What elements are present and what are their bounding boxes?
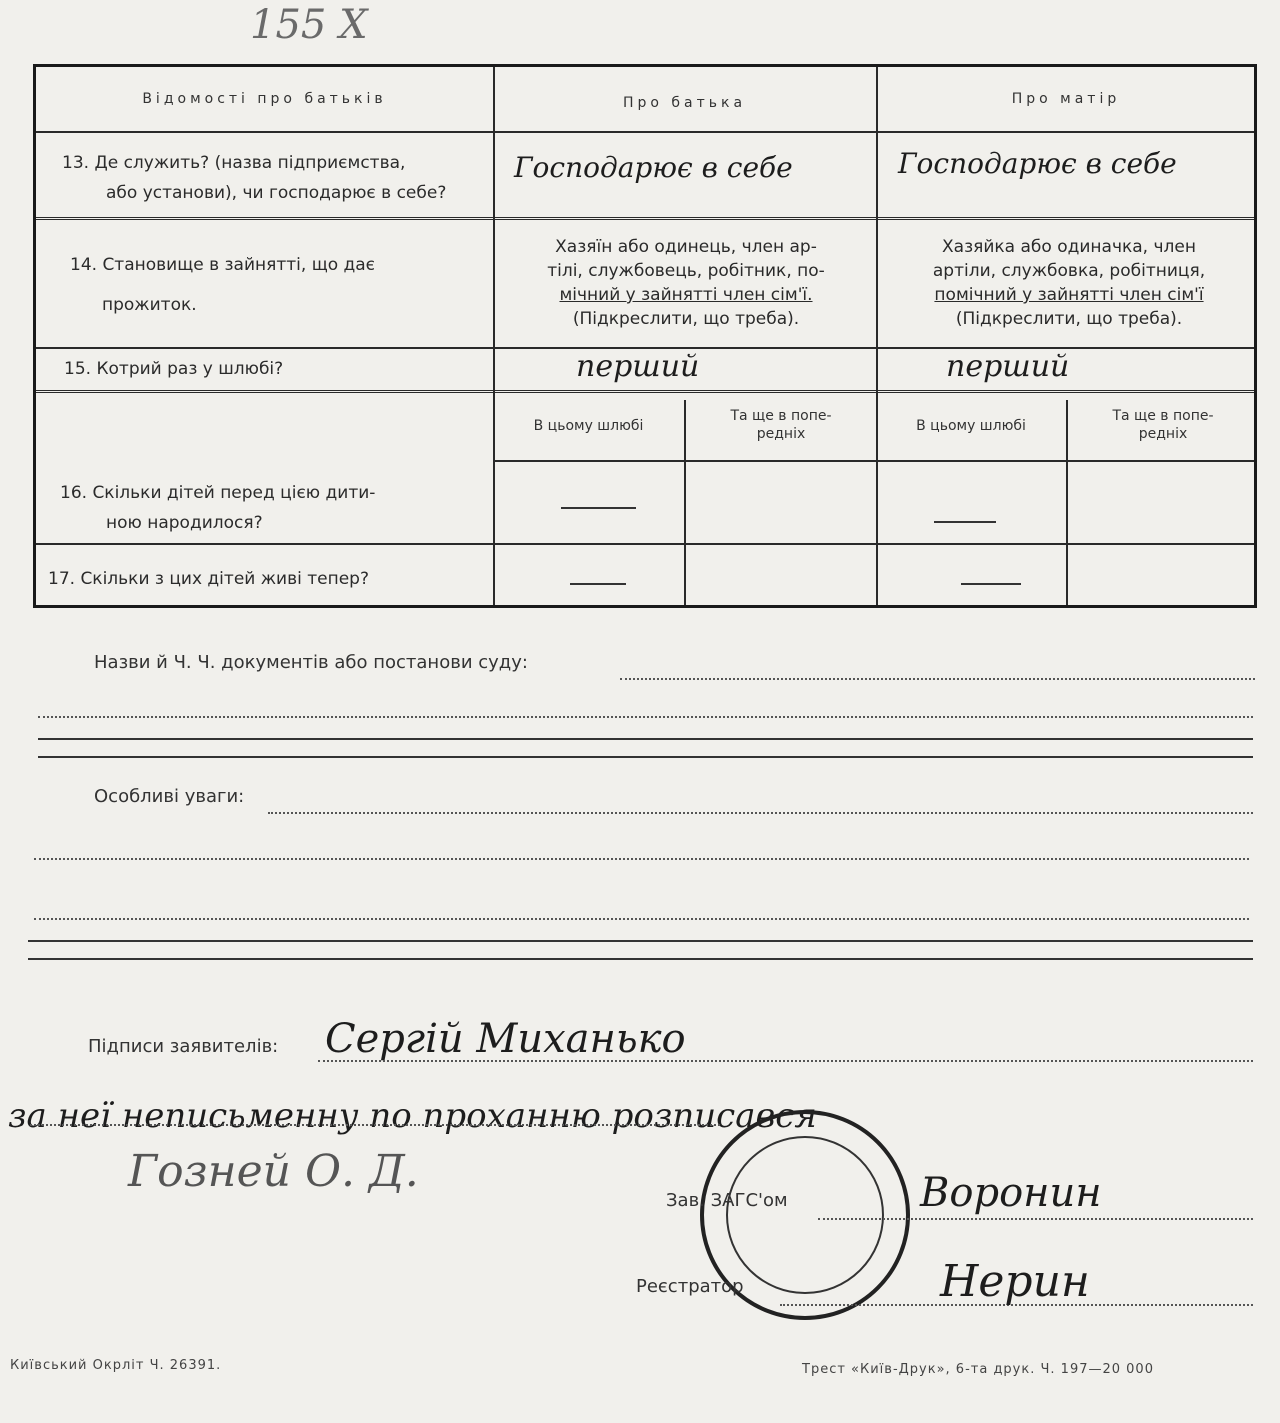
row13-question-line2: або установи), чи господарює в себе? <box>106 183 447 203</box>
row16-question-line1: 16. Скільки дітей перед цією дити- <box>60 483 376 503</box>
row16-subheader-divider <box>493 460 1254 462</box>
row16-father-this-marriage: В цьому шлюбі <box>533 418 644 434</box>
applicant-signature: Сергій Миханько <box>325 1016 686 1062</box>
row17-father-dash <box>570 583 626 585</box>
col-divider <box>876 67 878 605</box>
row16-question-line2: ною народилося? <box>106 513 263 533</box>
zags-label: Зав. ЗАГС'ом <box>666 1190 788 1211</box>
remarks-line <box>34 858 1249 860</box>
remarks-line <box>34 918 1249 920</box>
row-divider <box>36 390 1254 396</box>
registrar-signature: Нерин <box>940 1256 1090 1307</box>
row14-question-line1: 14. Становище в зайнятті, що дає <box>70 255 376 275</box>
row14-father-line: мічний у зайнятті член сім'ї. <box>559 285 813 305</box>
row16-father-dash <box>561 507 636 509</box>
top-handwritten-note: 155 Х <box>250 2 368 48</box>
row14-father-line: тілі, службовець, робітник, по- <box>547 261 825 281</box>
row-divider <box>36 131 1254 133</box>
row14-mother-options <box>884 235 1254 331</box>
previous-line2: редніх <box>756 426 806 442</box>
header-father: Про батька <box>622 95 747 111</box>
registrar-label: Реєстратор <box>636 1276 744 1297</box>
signature-line <box>30 1124 720 1126</box>
row14-father-line: (Підкреслити, що треба). <box>572 309 800 329</box>
row14-mother-line: артіли, службовка, робітниця, <box>932 261 1206 281</box>
remarks-line <box>268 812 1253 814</box>
documents-line <box>620 678 1255 680</box>
row14-father-options <box>501 235 871 331</box>
col-divider <box>493 67 495 605</box>
row16-father-previous <box>686 407 876 443</box>
documents-label: Назви й Ч. Ч. документів або постанови суду: <box>94 652 528 673</box>
row15-question: 15. Котрий раз у шлюбі? <box>64 359 284 379</box>
zags-signature: Воронин <box>920 1170 1102 1216</box>
row17-mother-dash <box>961 583 1021 585</box>
row14-mother-line: Хазяйка або одиначка, член <box>942 237 1196 257</box>
documents-line <box>38 716 1253 718</box>
row16-mother-dash <box>934 521 996 523</box>
previous-line1: Та ще в попе- <box>730 408 832 424</box>
header-parents-info: Відомості про батьків <box>142 91 387 107</box>
row16-mother-this-marriage: В цьому шлюбі <box>916 418 1026 434</box>
previous-line2: редніх <box>1138 426 1188 442</box>
row14-father-line: Хазяїн або одинець, член ар- <box>555 237 817 257</box>
row-divider <box>36 217 1254 223</box>
row17-question: 17. Скільки з цих дітей живі тепер? <box>48 569 369 589</box>
row13-question-line1: 13. Де служить? (назва підприємства, <box>62 153 406 173</box>
footer-right: Трест «Київ-Друк», 6-та друк. Ч. 197—20 000 <box>802 1362 1154 1377</box>
section-divider <box>28 940 1253 942</box>
applicant-note: за неї неписьменну по проханню розписався <box>8 1096 817 1136</box>
row14-mother-line: (Підкреслити, що треба). <box>955 309 1183 329</box>
row13-father-answer: Господарює в себе <box>514 151 793 184</box>
previous-line1: Та ще в попе- <box>1112 408 1214 424</box>
documents-line <box>38 738 1253 740</box>
footer-left: Київський Окрліт Ч. 26391. <box>10 1358 222 1373</box>
row14-question-line2: прожиток. <box>102 295 197 315</box>
row-divider <box>36 543 1254 545</box>
zags-signature-line <box>818 1218 1253 1220</box>
signature-line <box>318 1060 1253 1062</box>
row15-mother-answer: перший <box>946 349 1070 384</box>
header-mother: Про матір <box>1011 91 1121 107</box>
section-divider <box>38 756 1253 758</box>
row15-father-answer: перший <box>576 349 700 384</box>
section-divider <box>28 958 1253 960</box>
witness-signature: Гозней О. Д. <box>128 1146 419 1197</box>
row13-mother-answer: Господарює в себе <box>898 147 1177 180</box>
row16-mother-previous <box>1068 407 1258 443</box>
parents-info-table <box>33 64 1257 608</box>
row14-mother-line: помічний у зайнятті член сім'ї <box>934 285 1204 305</box>
official-stamp-inner <box>726 1136 884 1294</box>
applicants-label: Підписи заявителів: <box>88 1036 279 1057</box>
remarks-label: Особливі уваги: <box>94 786 245 807</box>
